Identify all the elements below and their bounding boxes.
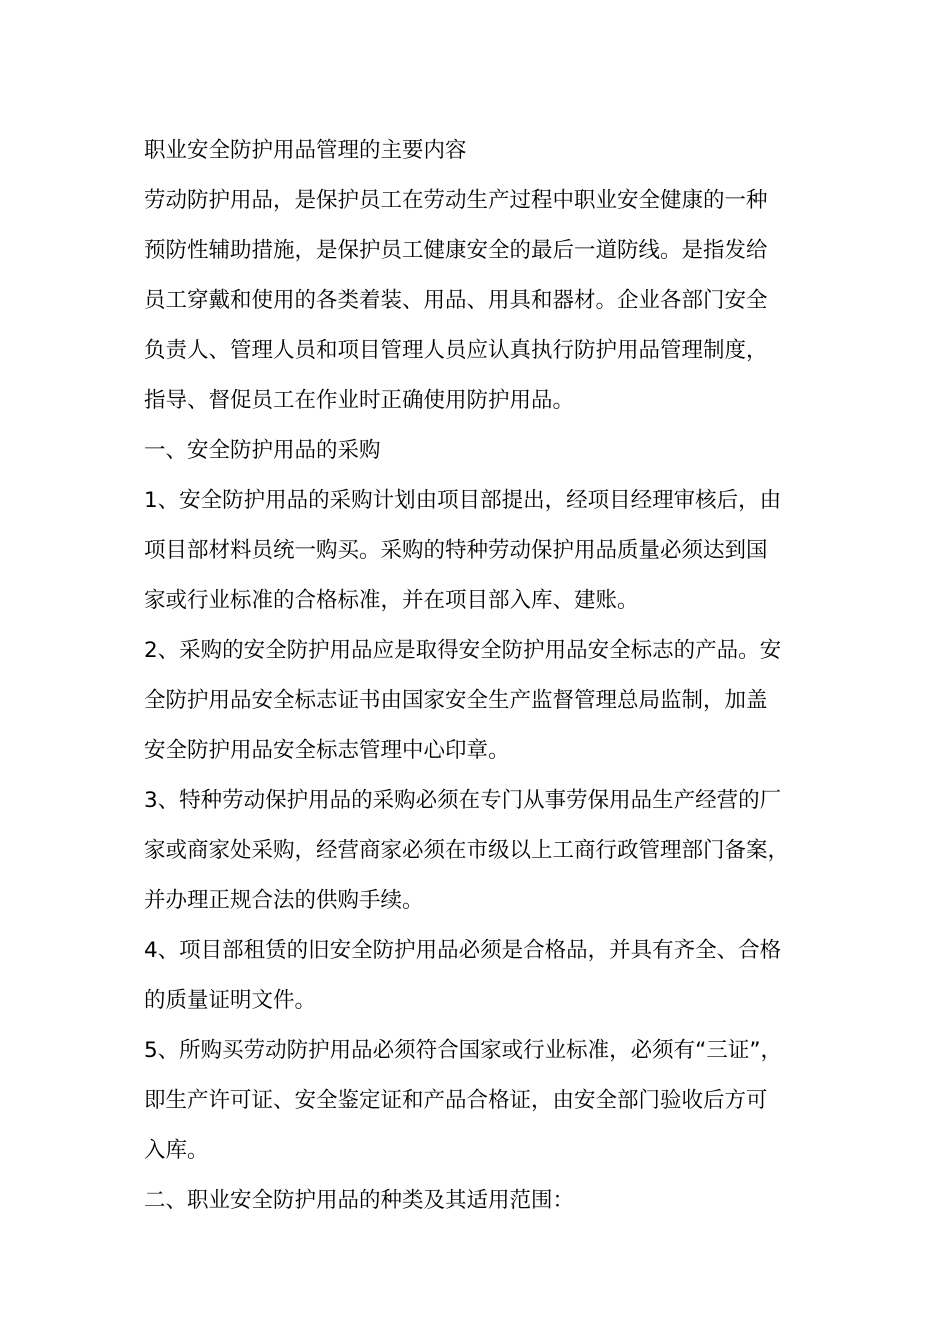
item-1-line-1: 1、安全防护用品的采购计划由项目部提出，经项目经理审核后，由 xyxy=(144,488,782,513)
section-heading-procurement: 一、安全防护用品的采购 xyxy=(144,438,381,463)
item-2-line-3: 安全防护用品安全标志管理中心印章。 xyxy=(144,738,510,763)
document-title: 职业安全防护用品管理的主要内容 xyxy=(144,138,467,163)
item-1-line-2: 项目部材料员统一购买。采购的特种劳动保护用品质量必须达到国 xyxy=(144,538,768,563)
item-5-line-2: 即生产许可证、安全鉴定证和产品合格证，由安全部门验收后方可 xyxy=(144,1088,768,1113)
item-4-line-2: 的质量证明文件。 xyxy=(144,988,317,1013)
document-body xyxy=(144,126,814,1226)
intro-line-1: 劳动防护用品，是保护员工在劳动生产过程中职业安全健康的一种 xyxy=(144,188,768,213)
item-5-line-3: 入库。 xyxy=(144,1138,209,1163)
section-heading-types: 二、职业安全防护用品的种类及其适用范围： xyxy=(144,1188,575,1213)
intro-line-3: 员工穿戴和使用的各类着装、用品、用具和器材。企业各部门安全 xyxy=(144,288,768,313)
intro-line-4: 负责人、管理人员和项目管理人员应认真执行防护用品管理制度， xyxy=(144,338,768,363)
item-2-line-2: 全防护用品安全标志证书由国家安全生产监督管理总局监制，加盖 xyxy=(144,688,768,713)
item-3-line-2: 家或商家处采购，经营商家必须在市级以上工商行政管理部门备案， xyxy=(144,838,790,863)
item-1-line-3: 家或行业标准的合格标准，并在项目部入库、建账。 xyxy=(144,588,639,613)
intro-line-5: 指导、督促员工在作业时正确使用防护用品。 xyxy=(144,388,575,413)
intro-line-2: 预防性辅助措施，是保护员工健康安全的最后一道防线。是指发给 xyxy=(144,238,768,263)
item-2-line-1: 2、采购的安全防护用品应是取得安全防护用品安全标志的产品。安 xyxy=(144,638,782,663)
item-5-line-1: 5、所购买劳动防护用品必须符合国家或行业标准，必须有“三证”， xyxy=(144,1038,782,1063)
item-4-line-1: 4、项目部租赁的旧安全防护用品必须是合格品，并具有齐全、合格 xyxy=(144,938,782,963)
item-3-line-1: 3、特种劳动保护用品的采购必须在专门从事劳保用品生产经营的厂 xyxy=(144,788,782,813)
item-3-line-3: 并办理正规合法的供购手续。 xyxy=(144,888,424,913)
